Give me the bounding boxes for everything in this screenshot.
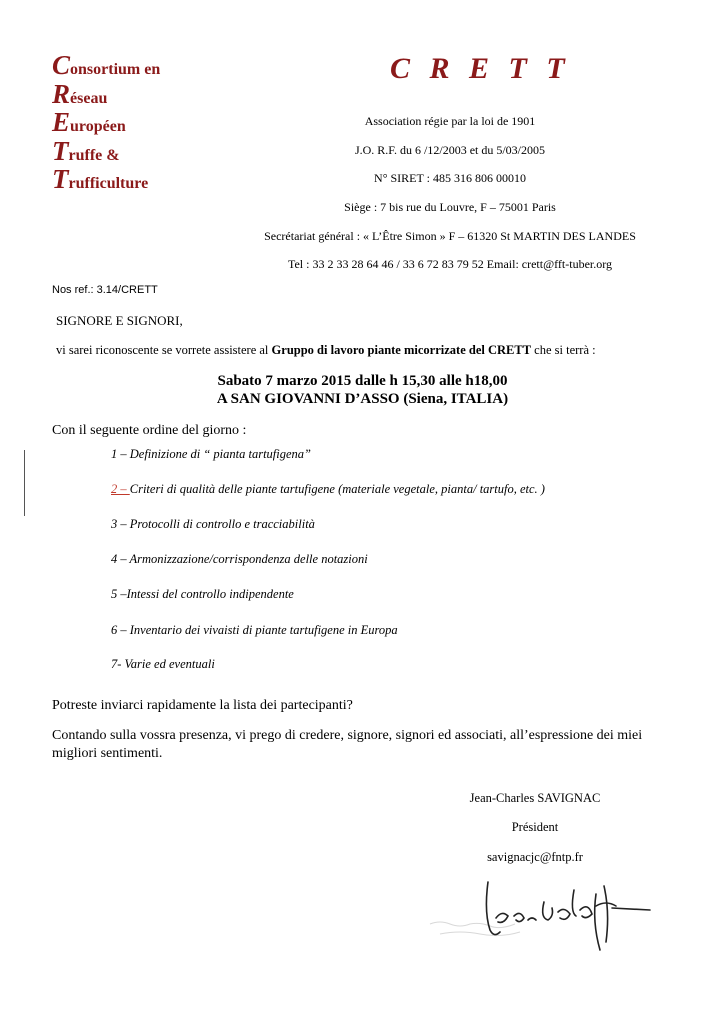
closing-paragraph: Contando sulla vossra presenza, vi prego di credere, signore, signori ed associati, all’espressione dei miei migliori sentimenti. — [52, 728, 643, 761]
signatory-email: savignacjc@fntp.fr — [487, 850, 583, 864]
acronym-block — [52, 50, 160, 193]
header-line: N° SIRET : 485 316 806 00010 — [374, 171, 526, 185]
acronym-line: Truffe & — [52, 135, 120, 166]
meeting-place: A SAN GIOVANNI D’ASSO (Siena, ITALIA) — [216, 391, 509, 407]
agenda-item: 6 – Inventario dei vivaisti di piante tartufigene in Europa — [111, 623, 398, 637]
acronym-line: Trufficulture — [52, 164, 149, 194]
signatory-name: Jean-Charles SAVIGNAC — [469, 791, 601, 805]
reference-number: Nos ref.: 3.14/CRETT — [52, 284, 158, 296]
acronym-line: Européen — [52, 107, 126, 137]
revision-bar — [24, 450, 25, 516]
handwritten-signature — [420, 872, 660, 952]
header-line: Secrétariat général : « L’Être Simon » F – 61320 St MARTIN DES LANDES — [264, 229, 636, 243]
header-line: Siège : 7 bis rue du Louvre, F – 75001 Paris — [344, 200, 556, 214]
header-line: Association régie par la loi de 1901 — [364, 114, 536, 128]
intro-paragraph: vi sarei riconoscente se vorrete assistere al Gruppo di lavoro piante micorrizate del CRETT che si terrà : — [56, 343, 596, 357]
acronym-line: Consortium en — [52, 50, 161, 80]
agenda-item: 5 –Intessi del controllo indipendente — [111, 587, 294, 601]
working-group-name: Gruppo di lavoro piante micorrizate del CRETT — [271, 343, 532, 357]
meeting-date: Sabato 7 marzo 2015 dalle h 15,30 alle h18,00 — [217, 373, 508, 389]
org-title: C R E T T — [390, 52, 571, 85]
header-line: Tel : 33 2 33 28 64 46 / 33 6 72 83 79 52 Email: crett@fft-tuber.org — [287, 257, 613, 271]
meeting-info — [0, 372, 725, 408]
signatory-title: Président — [511, 820, 559, 834]
header-line: J.O. R.F. du 6 /12/2003 et du 5/03/2005 — [354, 143, 546, 157]
greeting: SIGNORE E SIGNORI, — [56, 313, 183, 328]
agenda-item: 1 – Definizione di “ pianta tartufigena” — [111, 447, 312, 461]
request-paragraph: Potreste inviarci rapidamente la lista dei partecipanti? — [52, 698, 353, 713]
agenda-item: 2 – Criteri di qualità delle piante tartufigene (materiale vegetale, pianta/ tartufo, etc. ) — [111, 482, 545, 496]
agenda-item: 4 – Armonizzazione/corrispondenza delle notazioni — [111, 552, 368, 566]
agenda-item: 3 – Protocolli di controllo e tracciabilità — [111, 517, 315, 531]
agenda-item: 7- Varie ed eventuali — [111, 657, 215, 671]
agenda-intro: Con il seguente ordine del giorno : — [52, 423, 247, 438]
acronym-line: Réseau — [52, 78, 108, 109]
